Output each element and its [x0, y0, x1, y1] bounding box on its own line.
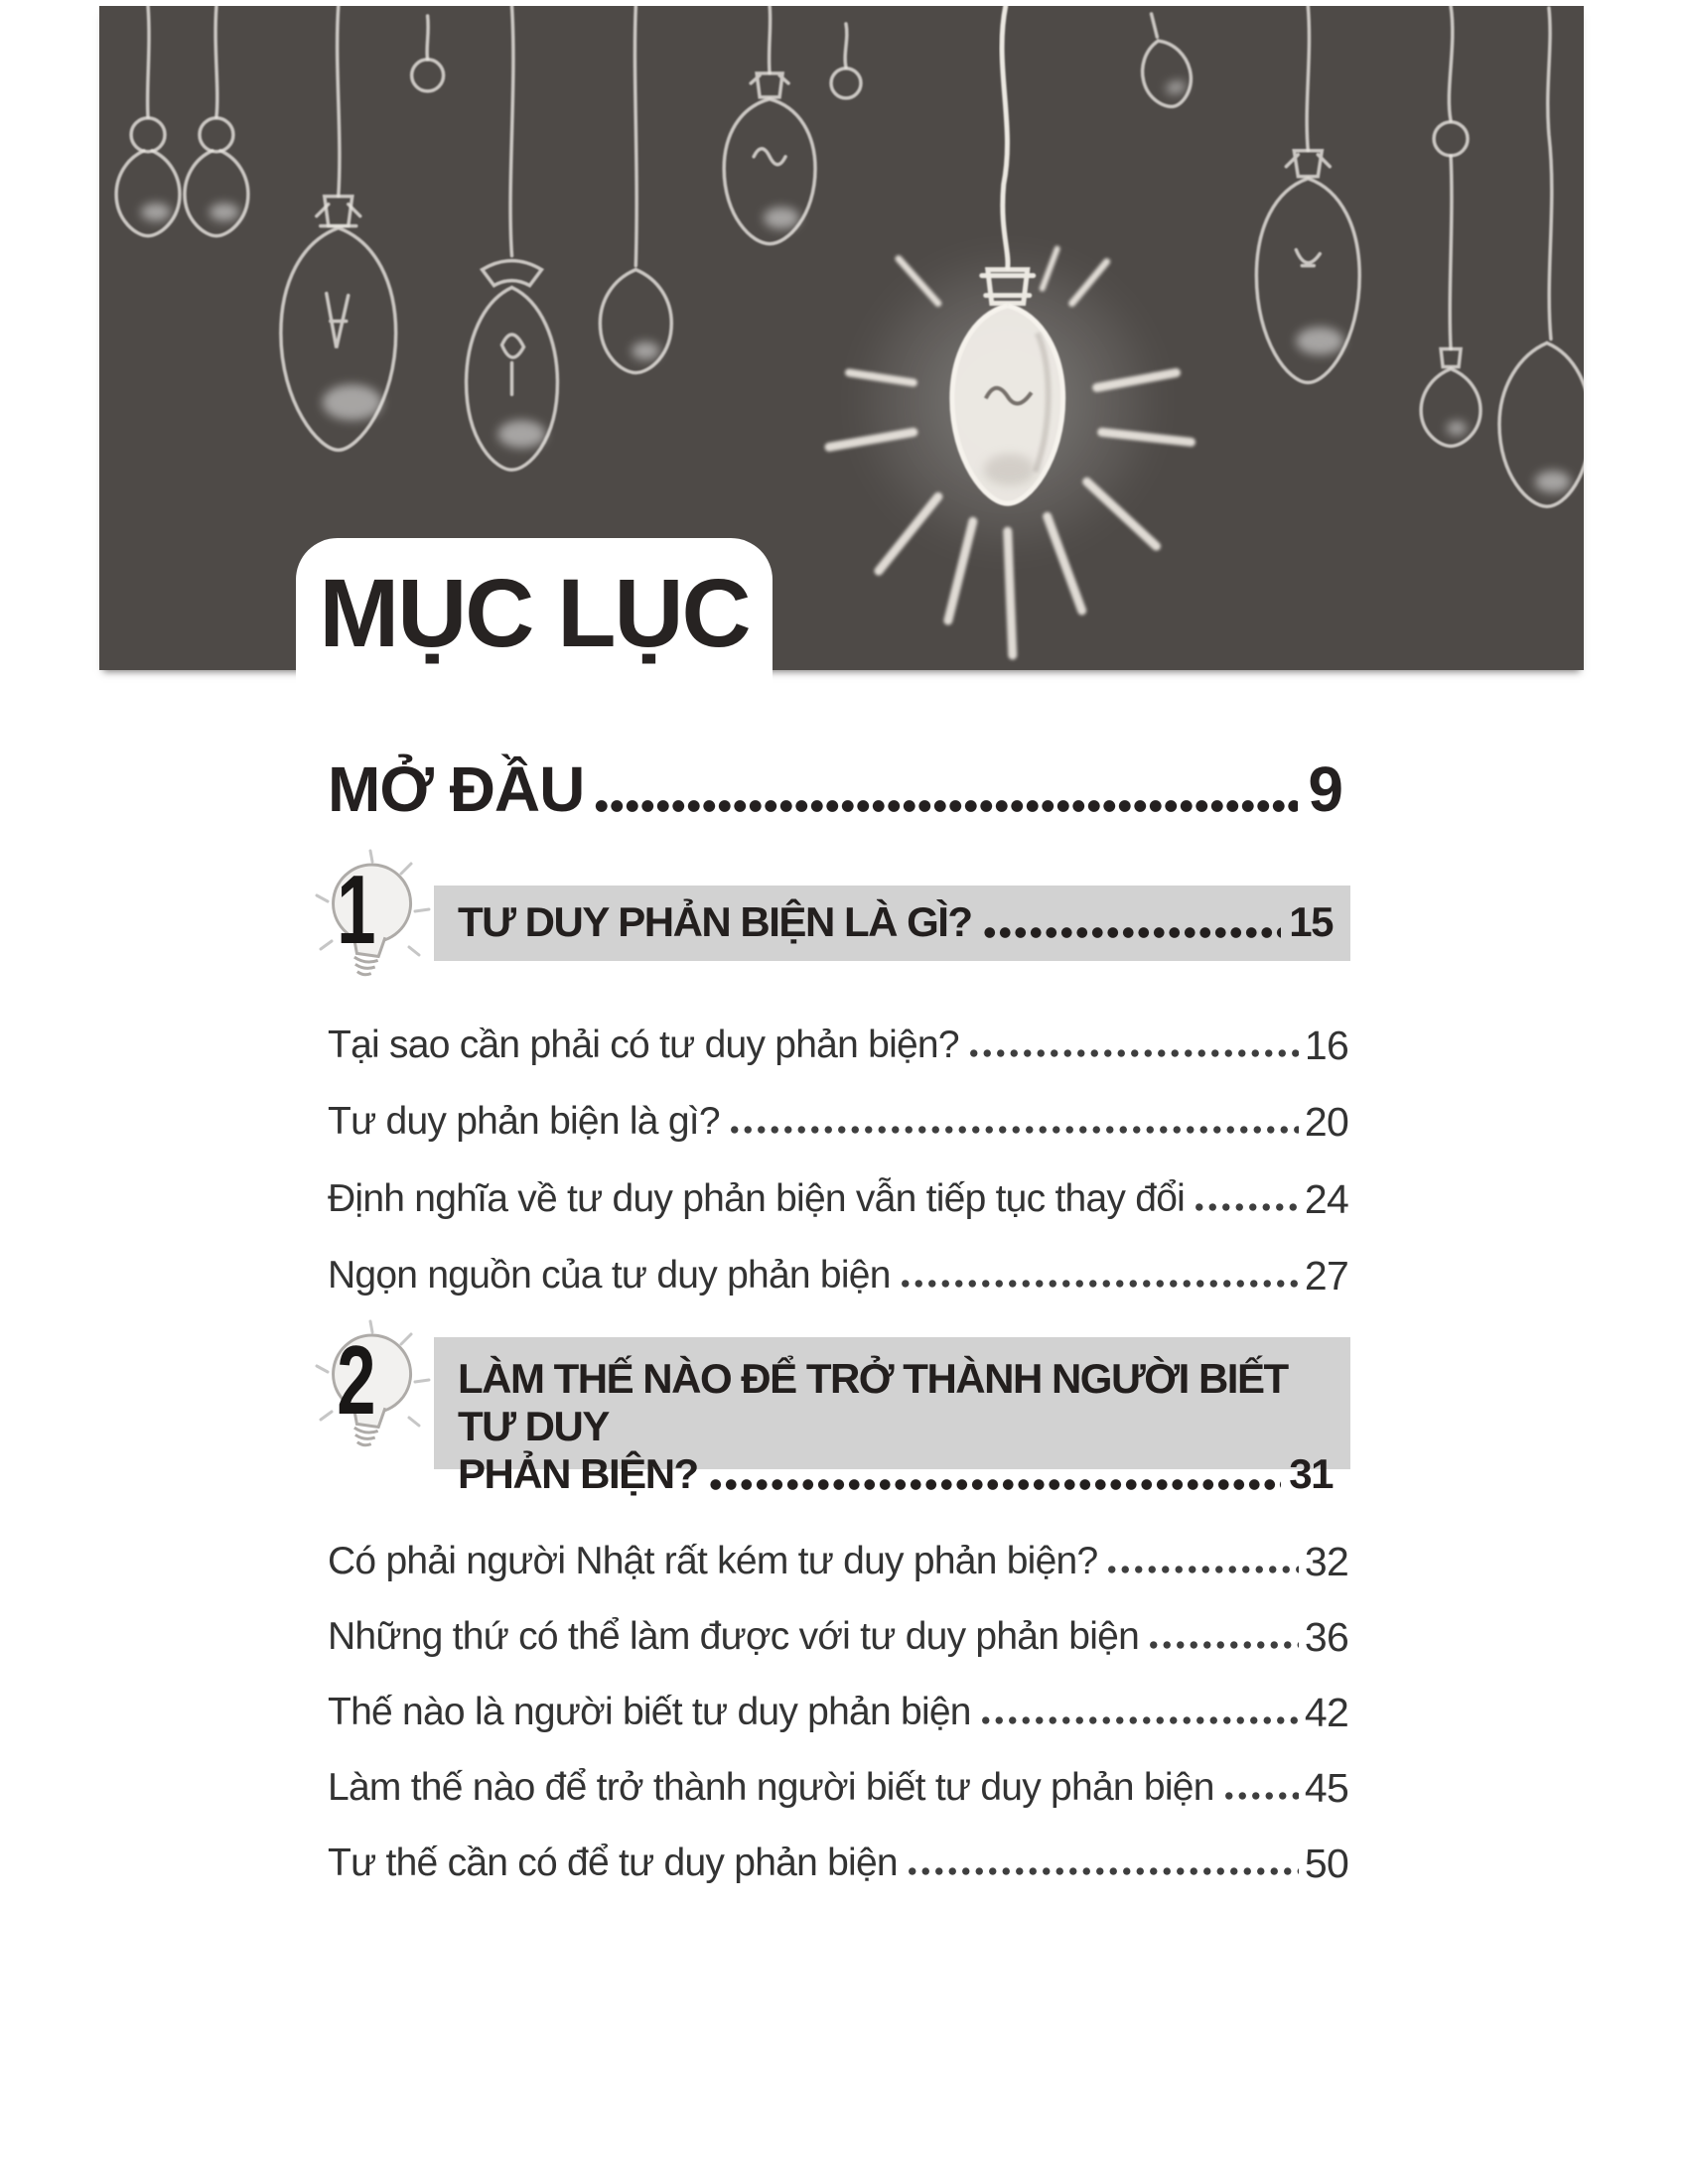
- toc-entry-page-number: 27: [1304, 1253, 1348, 1298]
- chalk-bulb-small-1: [116, 6, 180, 236]
- toc-entry-label: Những thứ có thể làm được với tư duy phản biện: [328, 1615, 1140, 1659]
- toc-entry-label: Ngọn nguồn của tư duy phản biện: [328, 1254, 891, 1297]
- section-page-number: 31: [1289, 1450, 1333, 1497]
- toc-entry: [328, 1751, 1348, 1809]
- dot-leader: [594, 798, 1298, 814]
- toc-entry: [328, 1085, 1348, 1143]
- chalk-bulb-small-3: [600, 6, 671, 372]
- title-card: [296, 538, 773, 687]
- toc-entry-page-number: 42: [1304, 1690, 1348, 1735]
- section-1-lightbulb-icon: [310, 850, 434, 981]
- dot-leader: [982, 926, 1282, 939]
- toc-entry: [328, 1009, 1348, 1066]
- toc-entry-page-number: 9: [1308, 752, 1342, 825]
- toc-entry-page-number: 36: [1304, 1614, 1348, 1660]
- dot-leader: [1222, 1790, 1299, 1802]
- dot-leader: [1193, 1201, 1299, 1213]
- toc-entry-label: MỞ ĐẦU: [328, 752, 585, 825]
- toc-entry-label: Làm thế nào để trở thành người biết tư duy phản biện: [328, 1766, 1214, 1810]
- toc-entry-page-number: 45: [1304, 1765, 1348, 1811]
- section-1-header: [434, 886, 1350, 961]
- chalk-bulb-small-2: [185, 6, 248, 236]
- toc-entry-page-number: 50: [1304, 1841, 1348, 1886]
- section-title: LÀM THẾ NÀO ĐỂ TRỞ THÀNH NGƯỜI BIẾT TƯ DUY: [458, 1355, 1288, 1449]
- dot-leader: [899, 1278, 1299, 1290]
- dot-leader: [906, 1865, 1299, 1877]
- dot-leader: [979, 1714, 1299, 1726]
- chalk-string-bulb: [1421, 6, 1480, 446]
- chalk-bulb-large-right: [1256, 6, 1359, 382]
- toc-entry-label: Tư thế cần có để tư duy phản biện: [328, 1842, 898, 1885]
- section-2-lightbulb-icon: [310, 1320, 434, 1451]
- dot-leader: [1147, 1639, 1299, 1651]
- section-2-header: [434, 1337, 1350, 1497]
- glowing-lightbulb: [829, 6, 1191, 655]
- toc-entry: [328, 1162, 1348, 1220]
- toc-entry-intro: [328, 748, 1342, 823]
- section-number: 1: [337, 856, 376, 965]
- section-page-number: 15: [1289, 898, 1333, 945]
- toc-entry: [328, 1827, 1348, 1884]
- toc-entry-label: Định nghĩa về tư duy phản biện vẫn tiếp tục thay đổi: [328, 1177, 1186, 1221]
- section-title-line-1: [458, 1355, 1333, 1450]
- toc-entry-page-number: 32: [1304, 1539, 1348, 1584]
- toc-entry-label: Tại sao cần phải có tư duy phản biện?: [328, 1024, 959, 1067]
- section-title-line-2: [458, 1450, 1333, 1498]
- toc-entry: [328, 1239, 1348, 1297]
- toc-entry: [328, 1525, 1348, 1582]
- chalk-string-loop-2: [831, 24, 861, 98]
- toc-entry: [328, 1676, 1348, 1733]
- section-number: 2: [337, 1326, 376, 1435]
- toc-entry-page-number: 20: [1304, 1099, 1348, 1145]
- dot-leader: [1105, 1564, 1298, 1575]
- toc-entry-page-number: 24: [1304, 1176, 1348, 1222]
- toc-entry-label: Thế nào là người biết tư duy phản biện: [328, 1691, 971, 1734]
- chalk-bulb-tiny: [1128, 8, 1197, 112]
- toc-entry-page-number: 16: [1304, 1023, 1348, 1068]
- toc-entry-label: Tư duy phản biện là gì?: [328, 1100, 720, 1144]
- chalk-bulb-flared: [467, 6, 558, 470]
- dot-leader: [967, 1047, 1299, 1059]
- toc-entry-label: Có phải người Nhật rất kém tư duy phản biện?: [328, 1540, 1098, 1583]
- dot-leader: [708, 1478, 1282, 1491]
- section-title: TƯ DUY PHẢN BIỆN LÀ GÌ?: [458, 898, 972, 945]
- page-title: MỤC LỤC: [319, 558, 750, 667]
- chalk-string-loop-1: [412, 16, 444, 91]
- chalk-bulb-partial: [1499, 8, 1584, 506]
- chalk-bulb-large-left: [281, 6, 396, 450]
- toc-entry: [328, 1600, 1348, 1658]
- chalk-bulb-round: [724, 6, 815, 244]
- dot-leader: [728, 1124, 1299, 1136]
- section-title: PHẢN BIỆN?: [458, 1450, 698, 1497]
